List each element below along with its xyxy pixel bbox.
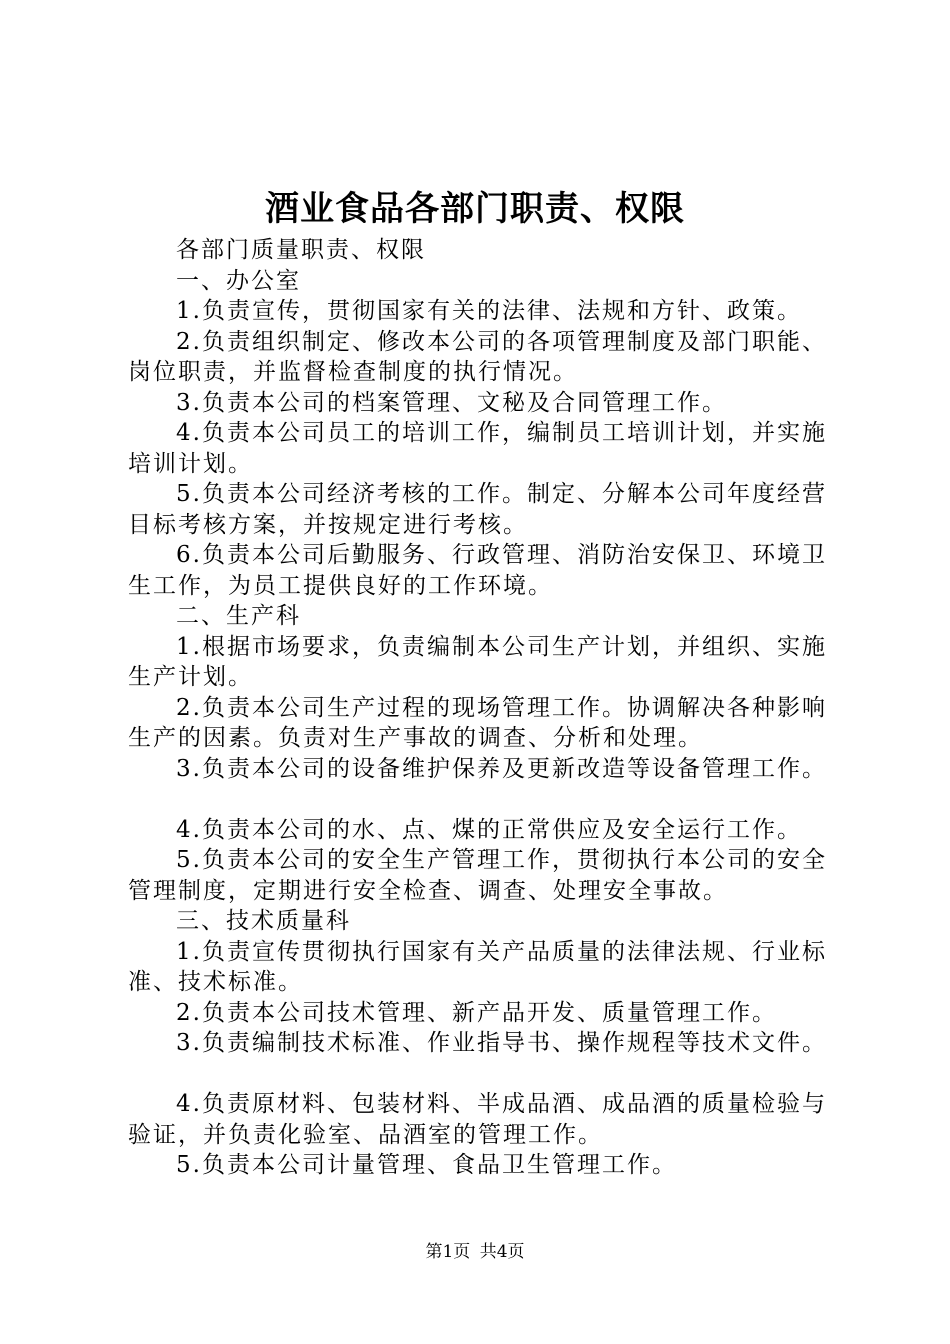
production-item-5: 5.负责本公司的安全生产管理工作，贯彻执行本公司的安全管理制度，定期进行安全检查、调查、处理安全事故。	[128, 847, 827, 904]
page-total: 共4页	[479, 1242, 525, 1262]
section-intro: 各部门质量职责、权限	[176, 237, 426, 263]
production-item-3: 3.负责本公司的设备维护保养及更新改造等设备管理工作。	[176, 755, 827, 782]
production-item-4: 4.负责本公司的水、点、煤的正常供应及安全运行工作。	[176, 816, 802, 843]
page-footer	[0, 1240, 950, 1264]
paragraph-gap	[128, 784, 848, 815]
paragraph-gap	[128, 1059, 848, 1090]
office-item-1: 1.负责宣传，贯彻国家有关的法律、法规和方针、政策。	[176, 298, 802, 324]
section-heading-office: 一、办公室	[176, 267, 301, 294]
office-item-3: 3.负责本公司的档案管理、文秘及合同管理工作。	[176, 389, 727, 416]
office-item-5: 5.负责本公司经济考核的工作。制定、分解本公司年度经营目标考核方案，并按规定进行考核。	[128, 481, 827, 538]
quality-item-1: 1.负责宣传贯彻执行国家有关产品质量的法律法规、行业标准、技术标准。	[128, 938, 827, 995]
document-title: 酒业食品各部门职责、权限	[265, 189, 685, 229]
section-heading-production: 二、生产科	[176, 603, 301, 629]
production-item-2: 2.负责本公司生产过程的现场管理工作。协调解决各种影响生产的因素。负责对生产事故的调查、分析和处理。	[128, 694, 827, 751]
quality-item-5: 5.负责本公司计量管理、食品卫生管理工作。	[176, 1152, 677, 1178]
office-item-6: 6.负责本公司后勤服务、行政管理、消防治安保卫、环境卫生工作，为员工提供良好的工作环境。	[128, 542, 827, 599]
quality-item-2: 2.负责本公司技术管理、新产品开发、质量管理工作。	[176, 999, 777, 1026]
office-item-4: 4.负责本公司员工的培训工作，编制员工培训计划，并实施培训计划。	[128, 420, 827, 477]
quality-item-4: 4.负责原材料、包装材料、半成品酒、成品酒的质量检验与验证，并负责化验室、品酒室的管理工作。	[128, 1091, 827, 1148]
production-item-1: 1.根据市场要求，负责编制本公司生产计划，并组织、实施生产计划。	[128, 633, 827, 690]
office-item-2: 2.负责组织制定、修改本公司的各项管理制度及部门职能、岗位职责，并监督检查制度的执行情况。	[128, 328, 827, 385]
document-body	[128, 235, 848, 1181]
page-number: 第1页	[425, 1242, 471, 1262]
quality-item-3: 3.负责编制技术标准、作业指导书、操作规程等技术文件。	[176, 1030, 827, 1056]
section-heading-quality: 三、技术质量科	[176, 908, 351, 934]
